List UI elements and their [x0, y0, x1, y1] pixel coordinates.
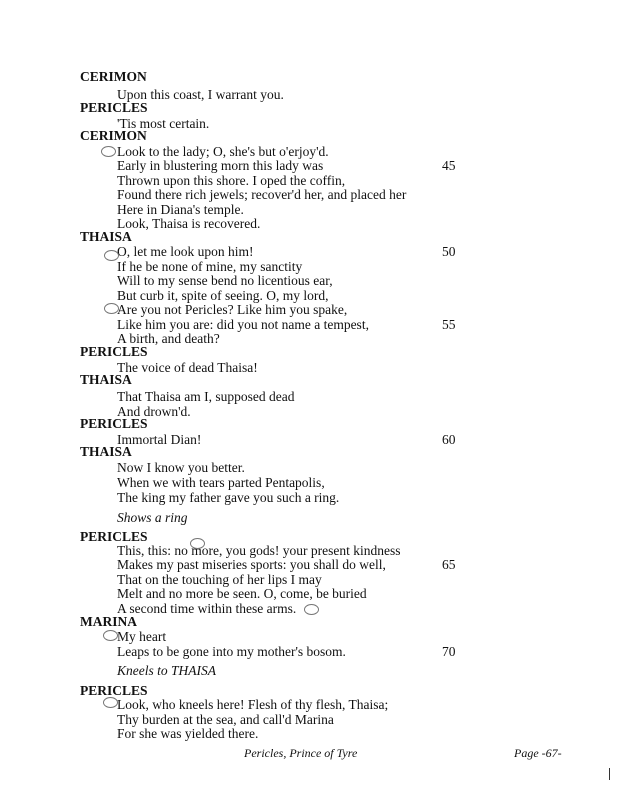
dialogue-line: If he be none of mine, my sanctity [117, 259, 303, 274]
dialogue-line: The king my father gave you such a ring. [117, 490, 340, 505]
speaker-name: PERICLES [80, 683, 148, 698]
dialogue-line: 'Tis most certain. [117, 116, 210, 131]
dialogue-line: Will to my sense bend no licentious ear, [117, 273, 333, 288]
speaker-name: THAISA [80, 444, 132, 459]
line-number: 45 [442, 158, 456, 173]
handwritten-mark-icon [104, 250, 119, 261]
dialogue-line: Now I know you better. [117, 460, 245, 475]
dialogue-line: The voice of dead Thaisa! [117, 360, 258, 375]
line-number: 65 [442, 557, 456, 572]
dialogue-line: Thrown upon this shore. I oped the coffin, [117, 173, 346, 188]
line-number: 70 [442, 644, 456, 659]
dialogue-line: Early in blustering morn this lady was [117, 158, 324, 173]
dialogue-line: But curb it, spite of seeing. O, my lord, [117, 288, 329, 303]
speaker-name: THAISA [80, 372, 132, 387]
dialogue-line: Look to the lady; O, she's but o'erjoy'd. [117, 144, 329, 159]
dialogue-line: Found there rich jewels; recover'd her, and placed her [117, 187, 407, 202]
dialogue-line: A second time within these arms. [117, 601, 297, 616]
dialogue-line: My heart [117, 629, 167, 644]
speaker-name: PERICLES [80, 416, 148, 431]
speaker-name: CERIMON [80, 128, 147, 143]
speaker-name: PERICLES [80, 100, 148, 115]
dialogue-line: That Thaisa am I, supposed dead [117, 389, 295, 404]
dialogue-line: For she was yielded there. [117, 726, 259, 741]
dialogue-line: This, this: no more, you gods! your present kindness [117, 543, 401, 558]
margin-mark [609, 768, 610, 780]
dialogue-line: Here in Diana's temple. [117, 202, 244, 217]
handwritten-mark-icon [103, 697, 118, 708]
dialogue-line: Thy burden at the sea, and call'd Marina [117, 712, 334, 727]
speaker-name: THAISA [80, 229, 132, 244]
page-number: Page -67- [514, 746, 562, 760]
speaker-name: MARINA [80, 614, 137, 629]
dialogue-line: When we with tears parted Pentapolis, [117, 475, 325, 490]
dialogue-line: Upon this coast, I warrant you. [117, 87, 284, 102]
dialogue-line: Makes my past miseries sports: you shall do well, [117, 557, 386, 572]
handwritten-mark-icon [103, 630, 118, 641]
footer-title: Pericles, Prince of Tyre [244, 746, 358, 760]
dialogue-line: Look, Thaisa is recovered. [117, 216, 261, 231]
handwritten-mark-icon [304, 604, 319, 615]
speaker-name: CERIMON [80, 69, 147, 84]
dialogue-line: Are you not Pericles? Like him you spake, [117, 302, 348, 317]
dialogue-line: Immortal Dian! [117, 432, 202, 447]
line-number: 55 [442, 317, 456, 332]
handwritten-mark-icon [104, 303, 119, 314]
speaker-name: PERICLES [80, 529, 148, 544]
dialogue-line: Leaps to be gone into my mother's bosom. [117, 644, 346, 659]
dialogue-line: Melt and no more be seen. O, come, be buried [117, 586, 367, 601]
speaker-name: PERICLES [80, 344, 148, 359]
handwritten-mark-icon [190, 538, 205, 549]
dialogue-line: A birth, and death? [117, 331, 220, 346]
dialogue-line: That on the touching of her lips I may [117, 572, 322, 587]
dialogue-line: And drown'd. [117, 404, 191, 419]
handwritten-mark-icon [101, 146, 116, 157]
stage-direction: Shows a ring [117, 510, 188, 525]
line-number: 50 [442, 244, 456, 259]
dialogue-line: O, let me look upon him! [117, 244, 254, 259]
dialogue-line: Look, who kneels here! Flesh of thy flesh, Thaisa; [117, 697, 389, 712]
dialogue-line: Like him you are: did you not name a tempest, [117, 317, 369, 332]
stage-direction: Kneels to THAISA [117, 663, 216, 678]
line-number: 60 [442, 432, 456, 447]
